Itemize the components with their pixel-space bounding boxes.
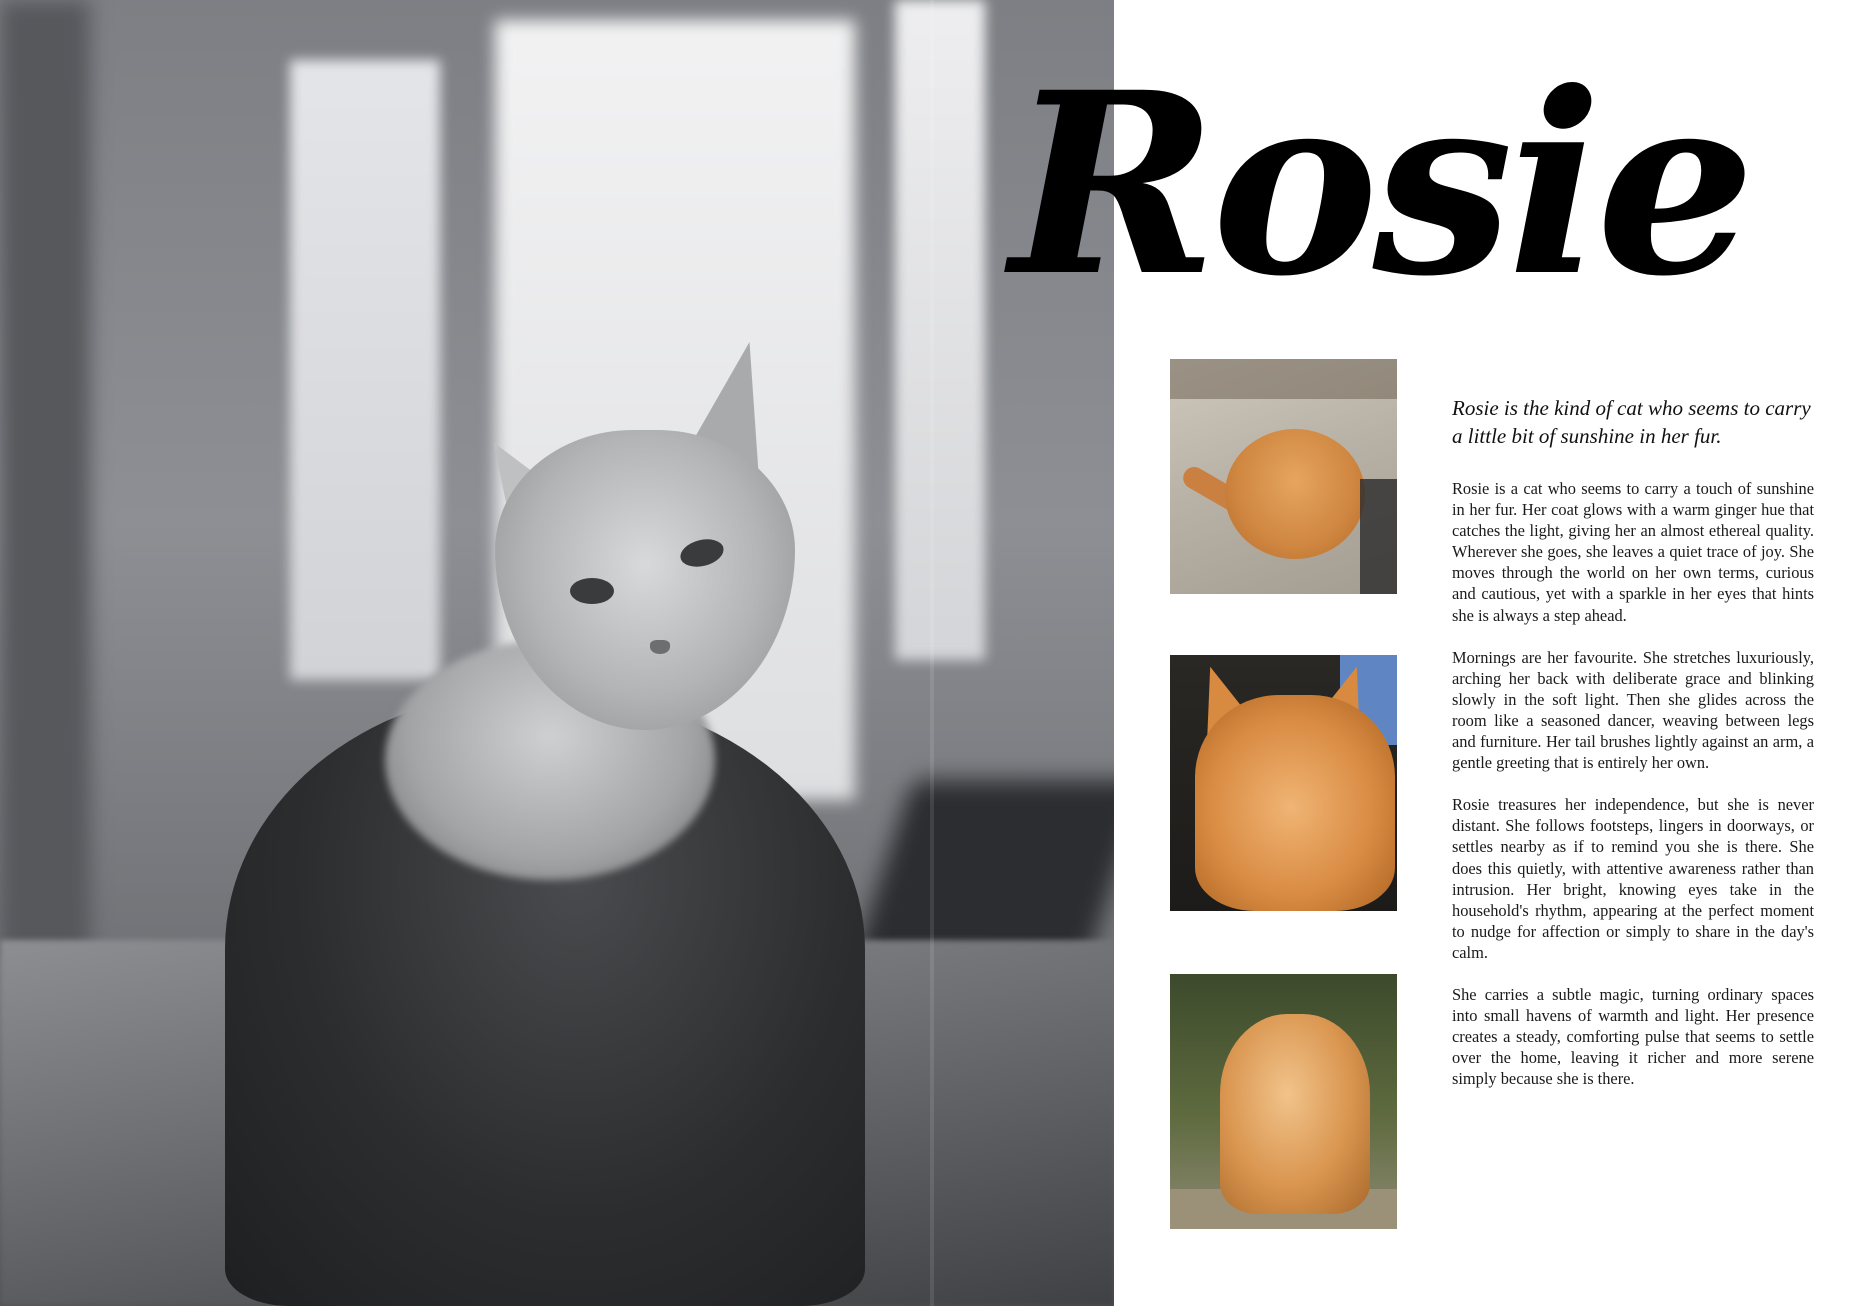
thumbnail-1-wall <box>1170 359 1397 399</box>
hero-cat-eye-left <box>570 578 614 604</box>
hero-window-left <box>290 60 440 680</box>
thumbnail-3-cat <box>1220 1014 1370 1214</box>
article-paragraph-4: She carries a subtle magic, turning ordinary spaces into small havens of warmth and light. Her presence creates a steady, comforting pulse that seems to settle over the home, leaving it richer and more serene simply because she is there. <box>1452 984 1814 1089</box>
article-paragraph-3: Rosie treasures her independence, but she is never distant. She follows footsteps, lingers in doorways, or settles nearby as if to remind you she is there. She does this quietly, with attentive awareness rather than intrusion. Her bright, knowing eyes take in the household's rhythm, appearing at the perfect moment to nudge for affection or simply to share in the day's calm. <box>1452 795 1814 962</box>
article-paragraph-2: Mornings are her favourite. She stretches luxuriously, arching her back with deliberate grace and blinking slowly in the soft light. Then she glides across the room like a seasoned dancer, weaving between legs and furniture. Her tail brushes lightly against an arm, a gentle greeting that is entirely her own. <box>1452 647 1814 773</box>
article-column <box>1452 394 1814 1110</box>
thumbnail-photo-2 <box>1170 655 1397 911</box>
page-title: Rosie <box>1010 37 1750 331</box>
hero-cat-nose <box>650 640 670 654</box>
thumbnail-1-chair-edge <box>1360 479 1397 594</box>
article-paragraph-1: Rosie is a cat who seems to carry a touch of sunshine in her fur. Her coat glows with a warm ginger hue that catches the light, giving her an almost ethereal quality. Wherever she goes, she leaves a quiet trace of joy. She moves through the world on her own terms, curious and cautious, yet with a sparkle in her eyes that hints she is always a step ahead. <box>1452 479 1814 625</box>
thumbnail-1-cat <box>1225 429 1365 559</box>
thumbnail-photo-1 <box>1170 359 1397 594</box>
hero-window-right <box>895 0 985 660</box>
thumbnail-photo-3 <box>1170 974 1397 1229</box>
hero-wall-shadow <box>0 0 90 960</box>
thumbnail-2-cat <box>1195 695 1395 911</box>
hero-photo-seam <box>930 0 934 1306</box>
article-subtitle: Rosie is the kind of cat who seems to carry a little bit of sunshine in her fur. <box>1452 396 1811 448</box>
